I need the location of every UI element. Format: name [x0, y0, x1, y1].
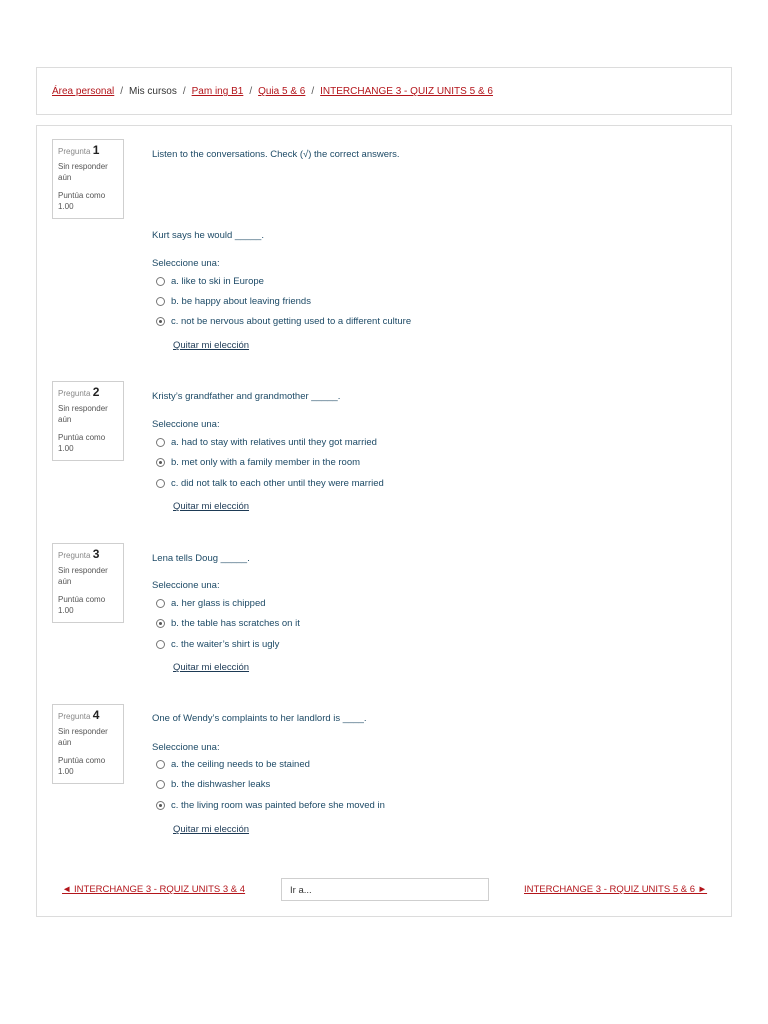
- select-prompt: Seleccione una:: [152, 580, 220, 591]
- option-4c[interactable]: [156, 800, 385, 811]
- question-state: Sin responder aún: [58, 727, 108, 747]
- option-label: a. had to stay with relatives until they got married: [171, 437, 377, 448]
- question-text-1: Kurt says he would _____.: [152, 230, 264, 241]
- question-grade: Puntúa como 1.00: [58, 595, 106, 615]
- question-grade: Puntúa como 1.00: [58, 756, 106, 776]
- question-label: Pregunta: [58, 551, 91, 560]
- breadcrumb-quiz-link[interactable]: INTERCHANGE 3 - QUIZ UNITS 5 & 6: [320, 86, 493, 97]
- radio-button[interactable]: [156, 640, 165, 649]
- radio-button[interactable]: [156, 599, 165, 608]
- option-label: c. the living room was painted before she moved in: [171, 800, 385, 811]
- option-3b[interactable]: [156, 618, 300, 629]
- radio-button-selected[interactable]: [156, 801, 165, 810]
- breadcrumb-my-courses: Mis cursos: [129, 86, 177, 97]
- breadcrumb-separator: /: [182, 86, 186, 97]
- option-label: c. not be nervous about getting used to a different culture: [171, 316, 412, 327]
- jump-to-select[interactable]: Ir a...: [281, 878, 489, 901]
- question-label: Pregunta: [58, 712, 91, 721]
- question-text-2: Kristy’s grandfather and grandmother _____.: [152, 391, 341, 402]
- option-3c[interactable]: [156, 639, 279, 650]
- option-1b[interactable]: [156, 296, 311, 307]
- option-label: b. met only with a family member in the room: [171, 457, 361, 468]
- question-text-4: One of Wendy’s complaints to her landlord is ____.: [152, 713, 367, 724]
- breadcrumb: [52, 86, 493, 97]
- clear-choice-link-3[interactable]: Quitar mi elección: [173, 662, 250, 673]
- radio-button-selected[interactable]: [156, 619, 165, 628]
- question-info-2: [52, 381, 124, 461]
- option-3a[interactable]: [156, 598, 266, 609]
- question-grade: Puntúa como 1.00: [58, 191, 106, 211]
- radio-button[interactable]: [156, 780, 165, 789]
- option-label: a. like to ski in Europe: [171, 276, 264, 287]
- question-label: Pregunta: [58, 389, 91, 398]
- option-2a[interactable]: [156, 437, 377, 448]
- clear-choice-link-1[interactable]: Quitar mi elección: [173, 340, 250, 351]
- question-number: 4: [92, 708, 100, 722]
- question-number: 1: [92, 143, 100, 157]
- breadcrumb-container: [36, 67, 732, 115]
- breadcrumb-section-link[interactable]: Quia 5 & 6: [258, 86, 306, 97]
- select-prompt: Seleccione una:: [152, 258, 220, 269]
- question-info-4: [52, 704, 124, 784]
- option-label: b. the table has scratches on it: [171, 618, 300, 629]
- breadcrumb-home-link[interactable]: Área personal: [52, 86, 115, 97]
- radio-button-selected[interactable]: [156, 317, 165, 326]
- question-state: Sin responder aún: [58, 566, 108, 586]
- option-label: a. her glass is chipped: [171, 598, 266, 609]
- option-label: b. be happy about leaving friends: [171, 296, 311, 307]
- option-4b[interactable]: [156, 779, 270, 790]
- breadcrumb-separator: /: [311, 86, 315, 97]
- option-label: b. the dishwasher leaks: [171, 779, 271, 790]
- question-state: Sin responder aún: [58, 404, 108, 424]
- radio-button-selected[interactable]: [156, 458, 165, 467]
- next-activity-link[interactable]: INTERCHANGE 3 - RQUIZ UNITS 5 & 6 ►: [524, 884, 708, 895]
- question-number: 3: [92, 547, 100, 561]
- breadcrumb-course-link[interactable]: Pam ing B1: [191, 86, 244, 97]
- question-number: 2: [92, 385, 100, 399]
- option-1a[interactable]: [156, 276, 264, 287]
- question-info-1: [52, 139, 124, 219]
- option-label: a. the ceiling needs to be stained: [171, 759, 310, 770]
- option-2b[interactable]: [156, 457, 360, 468]
- breadcrumb-separator: /: [120, 86, 124, 97]
- radio-button[interactable]: [156, 438, 165, 447]
- quiz-content: [36, 125, 732, 917]
- select-prompt: Seleccione una:: [152, 419, 220, 430]
- previous-activity-link[interactable]: ◄ INTERCHANGE 3 - RQUIZ UNITS 3 & 4: [62, 884, 246, 895]
- option-label: c. did not talk to each other until they were married: [171, 478, 384, 489]
- question-state: Sin responder aún: [58, 162, 108, 182]
- select-prompt: Seleccione una:: [152, 742, 220, 753]
- question-text-3: Lena tells Doug _____.: [152, 553, 250, 564]
- instructions-text: Listen to the conversations. Check (√) the correct answers.: [152, 149, 400, 160]
- option-label: c. the waiter’s shirt is ugly: [171, 639, 280, 650]
- breadcrumb-separator: /: [249, 86, 253, 97]
- radio-button[interactable]: [156, 760, 165, 769]
- clear-choice-link-2[interactable]: Quitar mi elección: [173, 501, 250, 512]
- question-info-3: [52, 543, 124, 623]
- clear-choice-link-4[interactable]: Quitar mi elección: [173, 824, 250, 835]
- option-1c[interactable]: [156, 316, 411, 327]
- radio-button[interactable]: [156, 297, 165, 306]
- radio-button[interactable]: [156, 479, 165, 488]
- option-2c[interactable]: [156, 478, 384, 489]
- option-4a[interactable]: [156, 759, 310, 770]
- question-grade: Puntúa como 1.00: [58, 433, 106, 453]
- question-label: Pregunta: [58, 147, 91, 156]
- radio-button[interactable]: [156, 277, 165, 286]
